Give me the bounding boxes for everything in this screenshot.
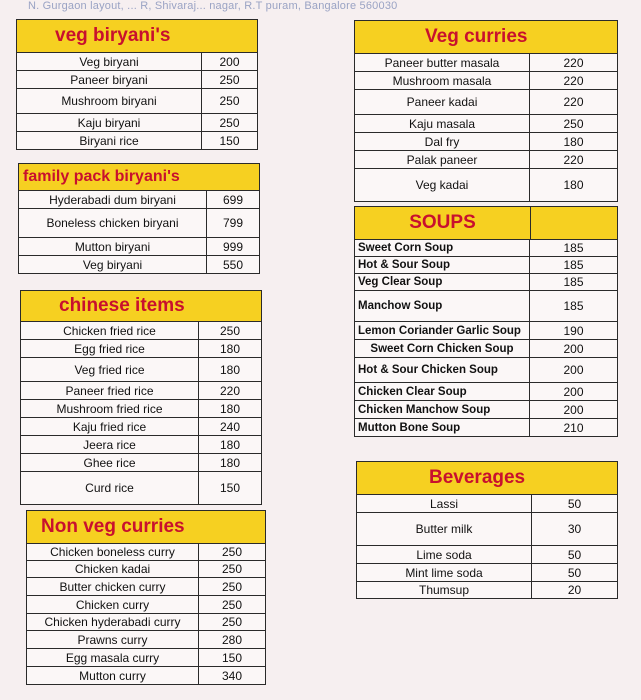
menu-row (355, 340, 617, 358)
item-name: Mutton biryani (19, 238, 207, 255)
menu-row (27, 596, 265, 614)
item-price: 240 (219, 419, 241, 434)
item-name: Palak paneer (355, 151, 530, 168)
section-veg-curries (354, 20, 618, 202)
item-price: 50 (567, 565, 582, 580)
menu-row (19, 191, 259, 209)
item-price: 799 (222, 216, 244, 230)
item-price: 150 (219, 133, 240, 148)
item-name: Chicken Clear Soup (355, 383, 530, 400)
section-title (17, 20, 257, 53)
item-name: Hot & Sour Soup (355, 257, 530, 273)
item-name: Chicken boneless curry (27, 544, 199, 560)
item-price: 220 (563, 55, 584, 70)
item-name: Veg fried rice (21, 358, 199, 381)
section-title (357, 462, 617, 495)
item-price: 220 (563, 73, 584, 88)
item-price: 180 (563, 178, 584, 192)
item-name: Veg biryani (17, 53, 202, 70)
menu-row (357, 546, 617, 564)
menu-row (355, 90, 617, 115)
menu-row (355, 240, 617, 257)
item-price: 340 (221, 668, 243, 683)
menu-row (27, 578, 265, 596)
section-beverages (356, 461, 618, 599)
item-name: Egg fried rice (21, 340, 199, 357)
item-price: 250 (219, 115, 240, 130)
item-price: 220 (563, 152, 584, 167)
address-line: N. Gurgaon layout, ... R, Shivaraj... nagar, R.T puram, Bangalore 560030 (28, 0, 398, 12)
item-name: Mushroom masala (355, 72, 530, 89)
item-price: 200 (563, 402, 584, 417)
menu-row (357, 564, 617, 582)
veg-biryani-title: veg biryani's (55, 25, 171, 46)
menu-row (355, 115, 617, 133)
menu-row (355, 358, 617, 383)
item-name: Mint lime soda (357, 564, 532, 581)
menu-row (355, 383, 617, 401)
item-price: 180 (219, 455, 241, 470)
item-name: Lassi (357, 495, 532, 512)
menu-row (27, 631, 265, 649)
item-name: Hyderabadi dum biryani (19, 191, 207, 208)
menu-row (27, 649, 265, 667)
item-price: 185 (563, 299, 584, 313)
item-name: Thumsup (357, 582, 532, 598)
menu-row (21, 358, 261, 382)
item-price: 250 (563, 116, 584, 131)
section-title (355, 207, 617, 240)
item-name: Paneer kadai (355, 90, 530, 114)
menu-row (355, 419, 617, 436)
item-price: 250 (221, 579, 243, 594)
item-price: 250 (221, 545, 243, 559)
menu-row (355, 274, 617, 291)
veg-curries-title: Veg curries (425, 26, 528, 47)
item-price: 220 (219, 383, 241, 398)
item-price: 150 (219, 481, 241, 495)
item-price: 200 (563, 384, 584, 399)
item-price: 250 (221, 597, 243, 612)
menu-row (21, 382, 261, 400)
item-name: Chicken hyderabadi curry (27, 614, 199, 630)
soups-title: SOUPS (409, 212, 476, 233)
item-name: Veg kadai (355, 169, 530, 201)
item-price: 180 (219, 362, 241, 377)
menu-row (27, 561, 265, 578)
item-name: Sweet Corn Soup (355, 240, 530, 256)
item-price: 220 (563, 95, 584, 109)
section-title (21, 291, 261, 322)
item-name: Kaju masala (355, 115, 530, 132)
menu-row (355, 401, 617, 419)
menu-row (19, 238, 259, 256)
section-chinese (20, 290, 262, 505)
menu-row (17, 71, 257, 89)
item-price: 999 (222, 239, 244, 254)
item-price: 200 (563, 363, 584, 377)
section-title (355, 21, 617, 54)
section-title (19, 164, 259, 191)
item-name: Curd rice (21, 472, 199, 504)
item-name: Dal fry (355, 133, 530, 150)
menu-row (17, 89, 257, 114)
menu-row (355, 322, 617, 340)
section-family-pack (18, 163, 260, 274)
menu-row (357, 513, 617, 546)
item-price: 50 (567, 547, 582, 562)
item-price: 185 (563, 258, 584, 272)
item-price: 250 (219, 94, 240, 108)
item-name: Butter milk (357, 513, 532, 545)
item-name: Egg masala curry (27, 649, 199, 666)
item-name: Prawns curry (27, 631, 199, 648)
item-price: 250 (221, 562, 243, 576)
section-title (27, 511, 265, 544)
item-name: Jeera rice (21, 436, 199, 453)
menu-row (355, 291, 617, 322)
menu-row (17, 132, 257, 149)
menu-row (21, 454, 261, 472)
item-name: Butter chicken curry (27, 578, 199, 595)
menu-row (17, 114, 257, 132)
item-price: 190 (563, 323, 584, 338)
item-name: Lemon Coriander Garlic Soup (355, 322, 530, 339)
item-price: 280 (221, 632, 243, 647)
menu-row (21, 322, 261, 340)
item-price: 200 (563, 341, 584, 356)
item-price: 250 (219, 72, 240, 87)
item-name: Mutton curry (27, 667, 199, 684)
item-name: Chicken kadai (27, 561, 199, 577)
item-name: Paneer biryani (17, 71, 202, 88)
item-name: Sweet Corn Chicken Soup (355, 340, 530, 357)
item-name: Lime soda (357, 546, 532, 563)
item-price: 250 (219, 323, 241, 338)
section-veg-biryani (16, 19, 258, 150)
item-price: 550 (222, 257, 244, 272)
item-price: 30 (567, 522, 582, 536)
item-name: Hot & Sour Chicken Soup (355, 358, 530, 382)
menu-row (21, 400, 261, 418)
item-price: 699 (222, 192, 244, 207)
item-name: Manchow Soup (355, 291, 530, 321)
section-nonveg-curries (26, 510, 266, 685)
item-price: 50 (567, 496, 582, 511)
menu-row (355, 133, 617, 151)
menu-row (21, 418, 261, 436)
item-name: Mushroom fried rice (21, 400, 199, 417)
item-price: 180 (219, 341, 241, 356)
item-name: Chicken fried rice (21, 322, 199, 339)
item-name: Veg biryani (19, 256, 207, 273)
beverages-title: Beverages (429, 467, 526, 488)
item-name: Paneer fried rice (21, 382, 199, 399)
item-price: 185 (563, 275, 584, 289)
chinese-title: chinese items (59, 295, 185, 316)
item-price: 180 (219, 437, 241, 452)
item-price: 200 (219, 54, 240, 69)
item-price: 185 (563, 241, 584, 255)
menu-row (17, 53, 257, 71)
menu-row (355, 72, 617, 90)
item-name: Veg Clear Soup (355, 274, 530, 290)
nonveg-title: Non veg curries (41, 516, 185, 537)
menu-row (355, 151, 617, 169)
menu-row (355, 169, 617, 201)
item-name: Mushroom biryani (17, 89, 202, 113)
menu-row (355, 54, 617, 72)
menu-row (27, 614, 265, 631)
item-price: 20 (567, 583, 582, 597)
menu-row (21, 436, 261, 454)
item-name: Mutton Bone Soup (355, 419, 530, 436)
menu-row (27, 544, 265, 561)
item-name: Paneer butter masala (355, 54, 530, 71)
item-price: 210 (563, 420, 584, 435)
menu-row (19, 256, 259, 273)
item-price: 250 (221, 615, 243, 629)
family-pack-title: family pack biryani's (23, 168, 180, 185)
item-price: 150 (221, 650, 243, 665)
item-price: 180 (563, 134, 584, 149)
item-name: Biryani rice (17, 132, 202, 149)
menu-row (21, 472, 261, 504)
item-name: Kaju biryani (17, 114, 202, 131)
menu-row (357, 495, 617, 513)
item-name: Chicken Manchow Soup (355, 401, 530, 418)
menu-row (21, 340, 261, 358)
menu-row (357, 582, 617, 598)
item-name: Boneless chicken biryani (19, 209, 207, 237)
item-name: Ghee rice (21, 454, 199, 471)
item-price: 180 (219, 401, 241, 416)
menu-row (27, 667, 265, 684)
menu-row (19, 209, 259, 238)
item-name: Chicken curry (27, 596, 199, 613)
section-soups (354, 206, 618, 437)
menu-row (355, 257, 617, 274)
item-name: Kaju fried rice (21, 418, 199, 435)
